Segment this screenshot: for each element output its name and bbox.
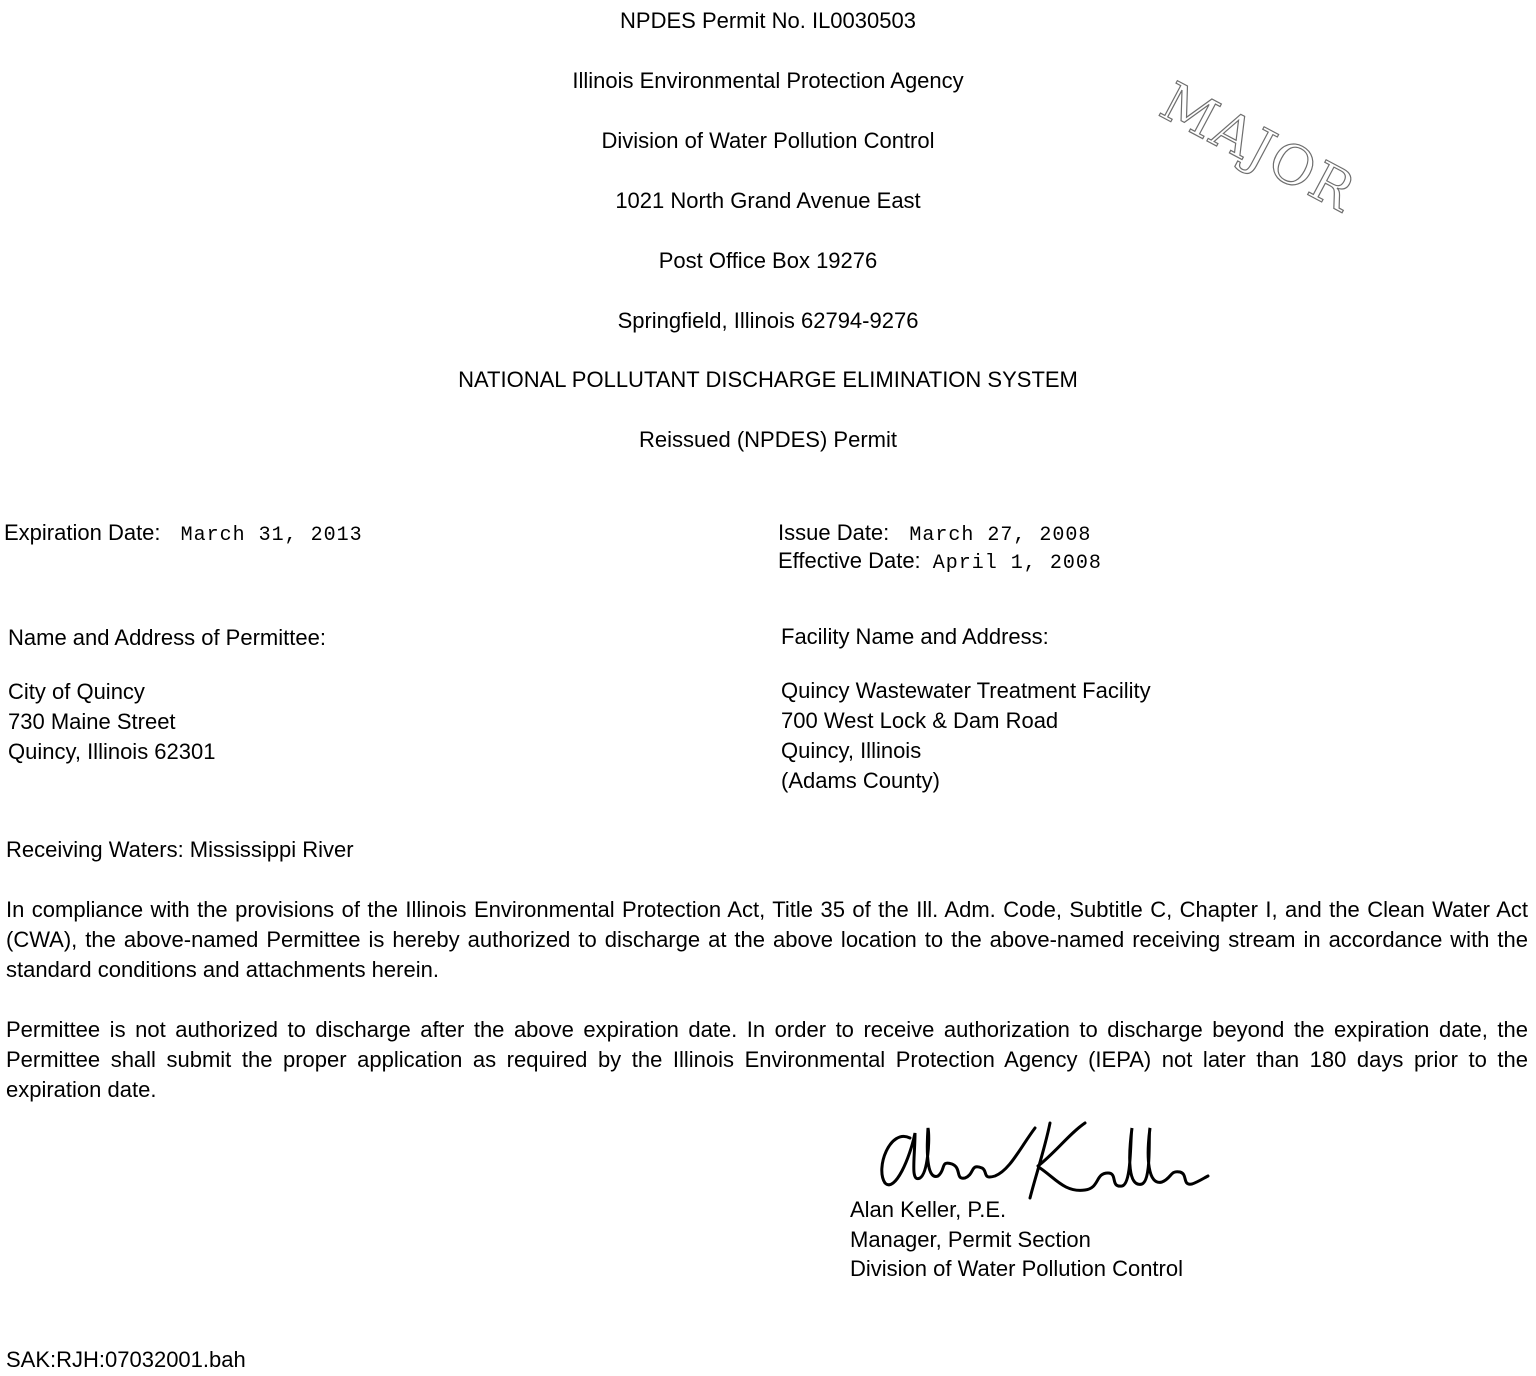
compliance-paragraph: In compliance with the provisions of the Illinois Environmental Protection Act, Title 35 of the Ill. Adm. Code, Subtitle C, Chapter I, and the Clean Water Act (CWA), the above-named Permittee is hereby authorized to discharge at the above location to the above-named receiving stream in accordance with the standard conditions and attachments herein. <box>6 897 1528 982</box>
signatory-title: Manager, Permit Section <box>850 1227 1091 1252</box>
receiving-waters: Receiving Waters: Mississippi River <box>6 837 354 862</box>
facility-line-3: Quincy, Illinois <box>781 738 922 763</box>
signatory-division: Division of Water Pollution Control <box>850 1256 1183 1281</box>
expiration-date <box>4 520 363 549</box>
major-stamp: MAJOR <box>1150 70 1367 225</box>
facility-line-1: Quincy Wastewater Treatment Facility <box>781 678 1151 703</box>
agency-name: Illinois Environmental Protection Agency <box>572 68 964 93</box>
issue-label: Issue Date: <box>778 520 890 545</box>
facility-line-2: 700 West Lock & Dam Road <box>781 708 1059 733</box>
permittee-line-2: 730 Maine Street <box>8 709 176 734</box>
issue-date <box>778 520 1091 549</box>
signature-image <box>870 1108 1210 1208</box>
agency-street: 1021 North Grand Avenue East <box>615 188 921 213</box>
expiration-value: March 31, 2013 <box>180 524 363 547</box>
permit-type: Reissued (NPDES) Permit <box>639 427 897 452</box>
facility-line-4: (Adams County) <box>781 768 940 793</box>
expiration-paragraph: Permittee is not authorized to discharge after the above expiration date. In order to receive authorization to discharge beyond the expiration date, the Permittee shall submit the proper application as required by the Illinois Environmental Protection Agency (IEPA) not later than 180 days prior to the expiration date. <box>6 1017 1528 1102</box>
agency-po-box: Post Office Box 19276 <box>658 248 878 273</box>
footer-reference: SAK:RJH:07032001.bah <box>6 1347 246 1372</box>
effective-label: Effective Date: <box>778 548 921 573</box>
issue-value: March 27, 2008 <box>909 524 1092 547</box>
system-title: NATIONAL POLLUTANT DISCHARGE ELIMINATION SYSTEM <box>458 367 1078 392</box>
division-name: Division of Water Pollution Control <box>601 128 935 153</box>
facility-heading: Facility Name and Address: <box>781 624 1049 649</box>
agency-city: Springfield, Illinois 62794-9276 <box>617 308 919 333</box>
permit-number: NPDES Permit No. IL0030503 <box>620 8 916 33</box>
effective-date <box>778 548 1102 577</box>
effective-value: April 1, 2008 <box>932 552 1102 575</box>
expiration-label: Expiration Date: <box>4 520 161 545</box>
signatory-name: Alan Keller, P.E. <box>850 1197 1007 1222</box>
permittee-heading: Name and Address of Permittee: <box>8 625 326 650</box>
permittee-line-1: City of Quincy <box>8 679 145 704</box>
permittee-line-3: Quincy, Illinois 62301 <box>8 739 216 764</box>
